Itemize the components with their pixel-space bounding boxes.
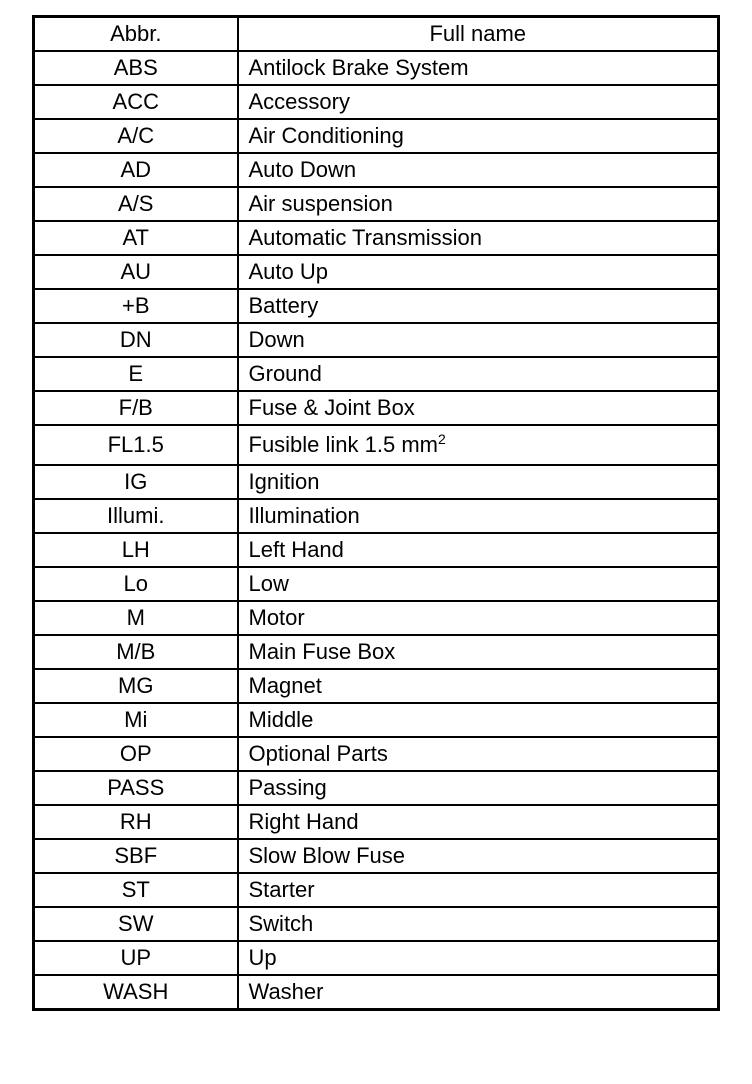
table-row <box>34 465 719 499</box>
table-row <box>34 635 719 669</box>
superscript: 2 <box>438 431 446 447</box>
table-row <box>34 533 719 567</box>
full-name-cell <box>238 51 719 85</box>
full-name-cell <box>238 737 719 771</box>
full-name-cell <box>238 499 719 533</box>
abbr-cell: A/S <box>34 187 238 221</box>
abbr-cell: SW <box>34 907 238 941</box>
full-name-cell <box>238 669 719 703</box>
full-name-cell <box>238 221 719 255</box>
full-name-cell <box>238 323 719 357</box>
full-name-text: Washer <box>248 979 324 1004</box>
abbr-cell: M <box>34 601 238 635</box>
abbr-cell: WASH <box>34 975 238 1010</box>
abbreviation-table <box>32 15 720 1011</box>
full-name-cell <box>238 533 719 567</box>
header-full-name: Full name <box>238 17 719 52</box>
full-name-cell <box>238 941 719 975</box>
table-row <box>34 425 719 465</box>
table-header-row <box>34 17 719 52</box>
abbr-cell: UP <box>34 941 238 975</box>
full-name-cell <box>238 805 719 839</box>
full-name-text: Ground <box>248 361 322 386</box>
abbr-cell: Illumi. <box>34 499 238 533</box>
abbr-cell: E <box>34 357 238 391</box>
table-row <box>34 51 719 85</box>
full-name-text: Automatic Transmission <box>248 225 483 250</box>
table-row <box>34 323 719 357</box>
full-name-cell <box>238 567 719 601</box>
full-name-cell <box>238 153 719 187</box>
abbr-cell: LH <box>34 533 238 567</box>
full-name-text: Right Hand <box>248 809 359 834</box>
full-name-cell <box>238 391 719 425</box>
table-row <box>34 221 719 255</box>
abbr-cell: ST <box>34 873 238 907</box>
table-row <box>34 805 719 839</box>
abbr-cell: A/C <box>34 119 238 153</box>
abbr-cell: FL1.5 <box>34 425 238 465</box>
full-name-text: Magnet <box>248 673 322 698</box>
full-name-text: Passing <box>248 775 327 800</box>
abbr-cell: M/B <box>34 635 238 669</box>
abbr-cell: ACC <box>34 85 238 119</box>
full-name-text: Air Conditioning <box>248 123 404 148</box>
full-name-cell <box>238 975 719 1010</box>
table-row <box>34 85 719 119</box>
full-name-text: Left Hand <box>248 537 344 562</box>
table-row <box>34 499 719 533</box>
abbr-cell: MG <box>34 669 238 703</box>
header-abbr: Abbr. <box>34 17 238 52</box>
full-name-cell <box>238 289 719 323</box>
table-row <box>34 391 719 425</box>
full-name-cell <box>238 839 719 873</box>
full-name-cell <box>238 601 719 635</box>
table-row <box>34 771 719 805</box>
table-row <box>34 907 719 941</box>
table-row <box>34 153 719 187</box>
abbr-cell: RH <box>34 805 238 839</box>
table-row <box>34 941 719 975</box>
abbr-cell: SBF <box>34 839 238 873</box>
table-row <box>34 669 719 703</box>
abbr-cell: F/B <box>34 391 238 425</box>
full-name-text: Main Fuse Box <box>248 639 396 664</box>
full-name-text: Starter <box>248 877 315 902</box>
abbr-cell: IG <box>34 465 238 499</box>
full-name-cell <box>238 425 719 465</box>
full-name-text: Slow Blow Fuse <box>248 843 406 868</box>
abbr-cell: AU <box>34 255 238 289</box>
full-name-text: Auto Down <box>248 157 357 182</box>
table-row <box>34 255 719 289</box>
full-name-cell <box>238 85 719 119</box>
full-name-text: Optional Parts <box>248 741 388 766</box>
table-row <box>34 703 719 737</box>
abbr-cell: PASS <box>34 771 238 805</box>
table-row <box>34 187 719 221</box>
full-name-text: Illumination <box>248 503 360 528</box>
full-name-text: Fusible link 1.5 mm <box>248 432 439 457</box>
table-row <box>34 601 719 635</box>
full-name-text: Antilock Brake System <box>248 55 469 80</box>
full-name-text: Middle <box>248 707 314 732</box>
abbr-cell: Mi <box>34 703 238 737</box>
table-row <box>34 119 719 153</box>
full-name-cell <box>238 187 719 221</box>
full-name-cell <box>238 119 719 153</box>
full-name-text: Air suspension <box>248 191 393 216</box>
full-name-text: Auto Up <box>248 259 328 284</box>
table-row <box>34 737 719 771</box>
full-name-cell <box>238 465 719 499</box>
table-row <box>34 975 719 1010</box>
full-name-cell <box>238 255 719 289</box>
full-name-text: Fuse & Joint Box <box>248 395 415 420</box>
table-row <box>34 357 719 391</box>
full-name-text: Motor <box>248 605 305 630</box>
abbr-cell: DN <box>34 323 238 357</box>
full-name-text: Down <box>248 327 305 352</box>
abbr-cell: OP <box>34 737 238 771</box>
abbr-cell: +B <box>34 289 238 323</box>
full-name-text: Up <box>248 945 277 970</box>
abbr-cell: ABS <box>34 51 238 85</box>
abbr-cell: Lo <box>34 567 238 601</box>
abbr-cell: AT <box>34 221 238 255</box>
full-name-cell <box>238 357 719 391</box>
full-name-text: Low <box>248 571 289 596</box>
full-name-text: Battery <box>248 293 319 318</box>
table-row <box>34 289 719 323</box>
table-row <box>34 839 719 873</box>
full-name-cell <box>238 771 719 805</box>
full-name-text: Switch <box>248 911 314 936</box>
full-name-cell <box>238 907 719 941</box>
full-name-text: Ignition <box>248 469 320 494</box>
table-row <box>34 567 719 601</box>
abbr-cell: AD <box>34 153 238 187</box>
full-name-cell <box>238 873 719 907</box>
full-name-cell <box>238 635 719 669</box>
full-name-cell <box>238 703 719 737</box>
full-name-text: Accessory <box>248 89 350 114</box>
table-row <box>34 873 719 907</box>
